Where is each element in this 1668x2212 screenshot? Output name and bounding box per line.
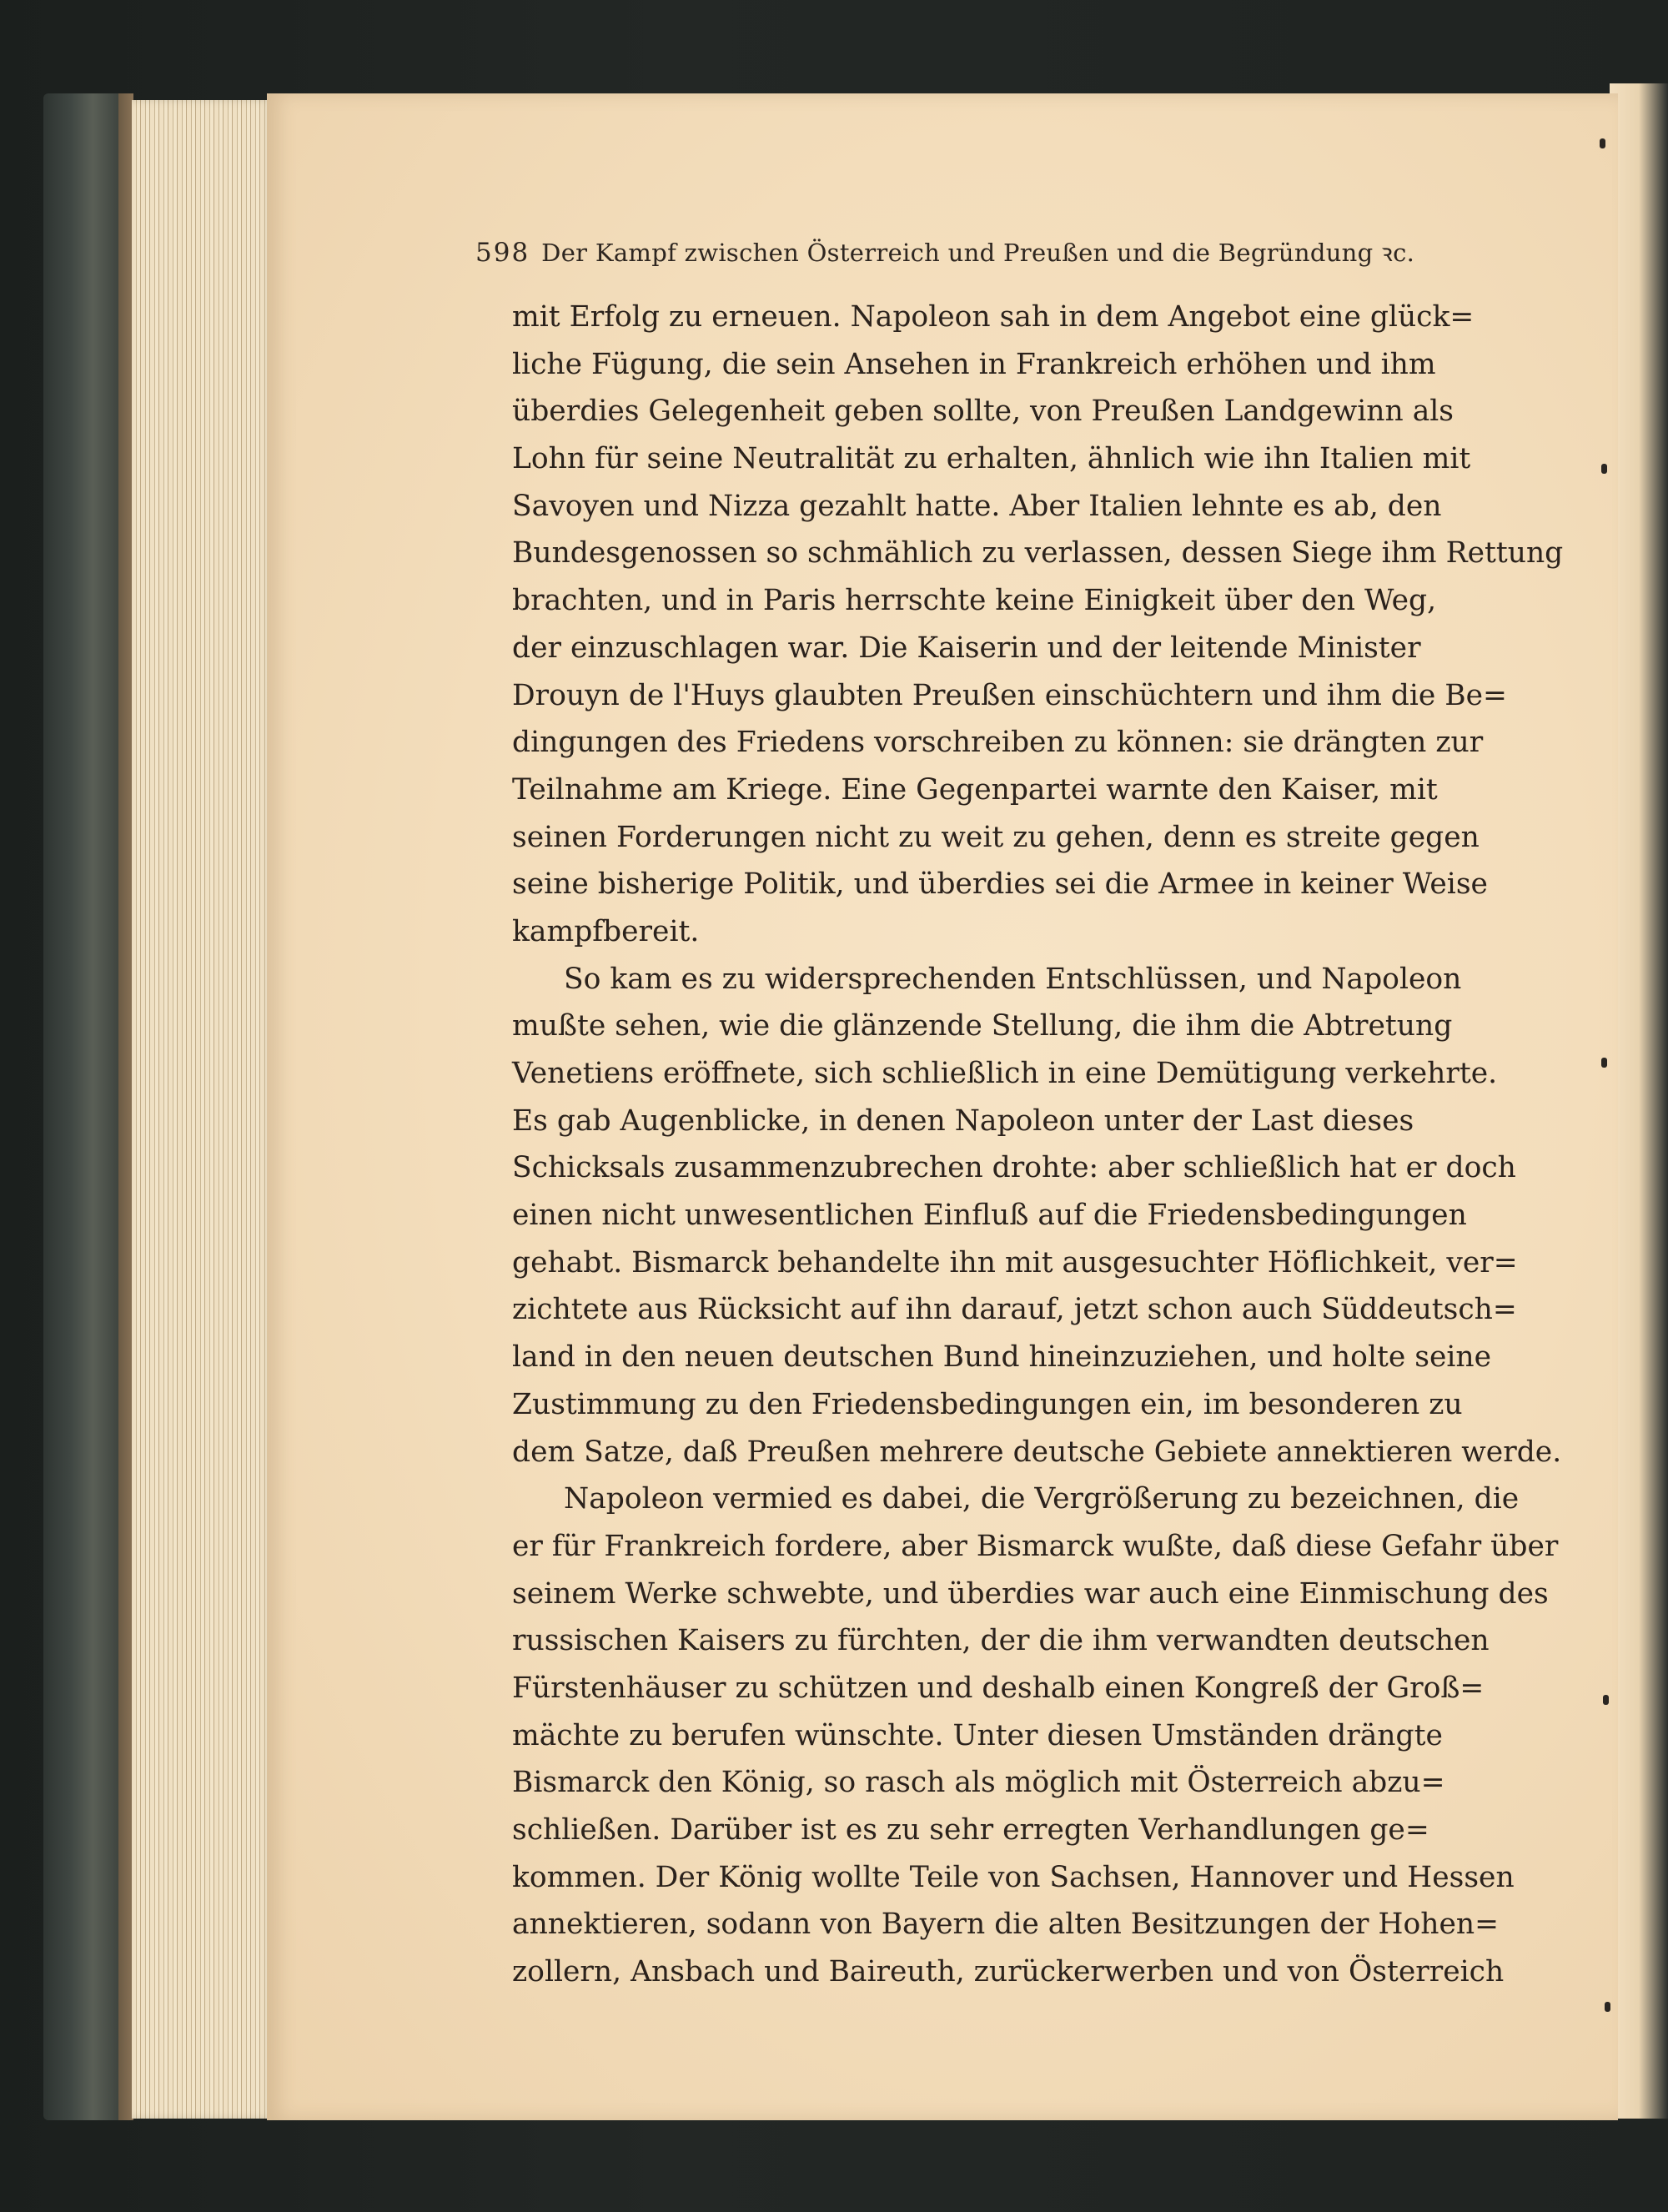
binding-hole-mark	[1600, 138, 1605, 148]
book-cover-edge	[43, 93, 133, 2120]
text-line: überdies Gelegenheit geben sollte, von Preußen Landgewinn als	[512, 395, 1454, 429]
binding-hole-mark	[1603, 1695, 1609, 1705]
text-line: Zustimmung zu den Friedensbedingungen ein, im besonderen zu	[512, 1387, 1463, 1421]
body-text	[512, 294, 1564, 1996]
running-head-title: Der Kampf zwischen Österreich und Preußen und die Begründung ꝛc.	[541, 239, 1415, 267]
text-line: zollern, Ansbach und Baireuth, zurückerwerben und von Österreich	[512, 1955, 1505, 1989]
page-stack-edges	[132, 100, 274, 2119]
text-line: Savoyen und Nizza gezahlt hatte. Aber Italien lehnte es ab, den	[512, 489, 1442, 523]
text-line: kommen. Der König wollte Teile von Sachsen, Hannover und Hessen	[512, 1860, 1515, 1894]
text-line: zichtete aus Rücksicht auf ihn darauf, jetzt schon auch Süddeutsch=	[512, 1293, 1517, 1327]
page-number: 598	[475, 238, 530, 268]
text-line: Drouyn de l'Huys glaubten Preußen einschüchtern und ihm die Be=	[512, 678, 1507, 712]
text-line: mit Erfolg zu erneuen. Napoleon sah in dem Angebot eine glück=	[512, 300, 1475, 334]
text-line: Teilnahme am Kriege. Eine Gegenpartei warnte den Kaiser, mit	[512, 772, 1438, 807]
text-line: russischen Kaisers zu fürchten, der die ihm verwandten deutschen	[512, 1624, 1490, 1658]
text-line: Es gab Augenblicke, in denen Napoleon unter der Last dieses	[512, 1103, 1414, 1138]
text-line: mußte sehen, wie die glänzende Stellung, die ihm die Abtretung	[512, 1009, 1453, 1043]
text-line: Lohn für seine Neutralität zu erhalten, ähnlich wie ihn Italien mit	[512, 442, 1471, 476]
text-line: schließen. Darüber ist es zu sehr erregten Verhandlungen ge=	[512, 1813, 1429, 1847]
text-line: Schicksals zusammenzubrechen drohte: aber schließlich hat er doch	[512, 1151, 1516, 1185]
running-head	[475, 236, 1415, 273]
text-line: seinem Werke schwebte, und überdies war auch eine Einmischung des	[512, 1576, 1549, 1611]
text-line: dem Satze, daß Preußen mehrere deutsche Gebiete annektieren werde.	[512, 1435, 1562, 1469]
text-line: der einzuschlagen war. Die Kaiserin und der leitende Minister	[512, 631, 1421, 665]
binding-hole-mark	[1605, 2002, 1610, 2012]
text-line: Bundesgenossen so schmählich zu verlassen, dessen Siege ihm Rettung	[512, 536, 1564, 571]
text-line: Napoleon vermied es dabei, die Vergrößerung zu bezeichnen, die	[564, 1482, 1520, 1516]
text-line: einen nicht unwesentlichen Einfluß auf die Friedensbedingungen	[512, 1199, 1467, 1233]
text-line: Bismarck den König, so rasch als möglich mit Österreich abzu=	[512, 1766, 1445, 1800]
text-line: So kam es zu widersprechenden Entschlüssen, und Napoleon	[564, 962, 1462, 996]
text-line: dingungen des Friedens vorschreiben zu können: sie drängten zur	[512, 726, 1484, 760]
text-line: annektieren, sodann von Bayern die alten Besitzungen der Hohen=	[512, 1908, 1500, 1942]
binding-hole-mark	[1601, 1058, 1607, 1068]
text-line: mächte zu berufen wünschte. Unter diesen Umständen drängte	[512, 1718, 1443, 1752]
text-line: liche Fügung, die sein Ansehen in Frankreich erhöhen und ihm	[512, 347, 1436, 381]
text-line: kampfbereit.	[512, 914, 700, 948]
text-line: Fürstenhäuser zu schützen und deshalb einen Kongreß der Groß=	[512, 1671, 1485, 1705]
binding-hole-mark	[1601, 464, 1607, 474]
page-right-edge	[1610, 83, 1668, 2119]
text-line: Venetiens eröffnete, sich schließlich in eine Demütigung verkehrte.	[512, 1057, 1498, 1090]
text-line: brachten, und in Paris herrschte keine Einigkeit über den Weg,	[512, 584, 1437, 618]
text-line: land in den neuen deutschen Bund hineinzuziehen, und holte seine	[512, 1340, 1492, 1375]
text-line: er für Frankreich fordere, aber Bismarck wußte, daß diese Gefahr über	[512, 1529, 1559, 1563]
text-line: seinen Forderungen nicht zu weit zu gehen, denn es streite gegen	[512, 820, 1480, 854]
text-line: gehabt. Bismarck behandelte ihn mit ausgesuchter Höflichkeit, ver=	[512, 1245, 1518, 1279]
text-line: seine bisherige Politik, und überdies sei die Armee in keiner Weise	[512, 867, 1488, 902]
